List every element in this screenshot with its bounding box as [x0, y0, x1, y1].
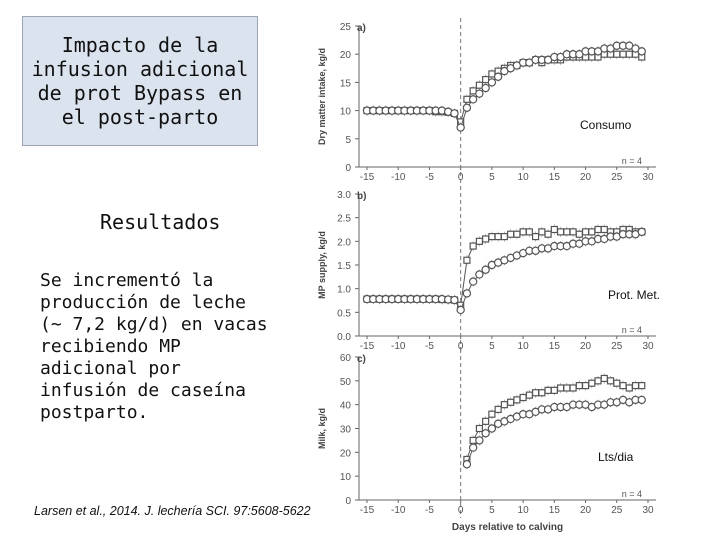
x-tick-label: 20 [579, 341, 592, 352]
x-tick-label: 15 [548, 172, 560, 183]
data-point-square [464, 257, 470, 263]
x-tick-label: 30 [642, 505, 654, 516]
section-heading: Resultados [100, 210, 221, 234]
x-tick-label: 10 [517, 172, 529, 183]
x-tick-label: -5 [424, 172, 434, 183]
y-tick-label: 2.5 [337, 213, 351, 225]
data-point-square [614, 51, 620, 57]
x-tick-label: -5 [424, 505, 434, 516]
data-point-circle [463, 290, 470, 297]
x-tick-label: 0 [457, 341, 464, 352]
y-tick-label: 0 [345, 163, 351, 174]
x-tick-label: 20 [579, 172, 592, 183]
data-point-circle [482, 84, 489, 91]
data-point-square [508, 399, 514, 405]
data-point-square [539, 229, 545, 235]
panel-letter: b) [357, 191, 367, 202]
x-tick-label: 25 [611, 172, 623, 183]
y-tick-label: 25 [339, 22, 351, 33]
data-point-square [576, 383, 582, 389]
sample-size-note: n = 4 [621, 489, 642, 499]
x-tick-label: 15 [548, 505, 560, 516]
data-point-circle [463, 104, 470, 111]
chart-panel-1 [355, 18, 656, 185]
y-tick-label: 10 [339, 472, 351, 484]
data-point-square [620, 383, 626, 389]
x-tick-label: 15 [548, 341, 560, 352]
data-point-square [489, 71, 495, 77]
x-tick-label: 10 [517, 341, 529, 352]
data-point-square [514, 397, 520, 403]
y-tick-label: 1.5 [337, 261, 351, 272]
slide-title: Impacto de la infusion adicional de prot Bypass en el post-parto [31, 33, 249, 129]
y-axis-label: Dry matter intake, kg/d [317, 47, 327, 146]
x-tick-label: -10 [390, 341, 406, 352]
x-tick-label: 5 [489, 172, 495, 183]
x-tick-label: 0 [457, 172, 464, 183]
data-point-square [514, 231, 520, 237]
data-point-square [501, 234, 507, 240]
data-point-square [495, 234, 501, 240]
data-point-square [564, 385, 570, 391]
data-point-circle [638, 228, 645, 235]
chart-panel-3 [355, 349, 656, 518]
y-tick-label: 2.0 [337, 237, 351, 249]
x-tick-label: 5 [489, 341, 495, 352]
data-point-square [526, 229, 532, 235]
data-point-square [595, 378, 601, 384]
finding-text: Se incrementó la producción de leche (~ 7,2 kg/d) en vacas recibiendo MP adicional por infusión de caseína postparto. [40, 270, 268, 423]
data-point-circle [476, 437, 483, 444]
x-tick-label: 25 [611, 341, 623, 352]
data-point-square [626, 385, 632, 391]
y-tick-label: 1.0 [337, 284, 351, 296]
citation: Larsen et al., 2014. J. lechería SCI. 97:5608-5622 [34, 504, 311, 518]
data-point-square [526, 392, 532, 398]
x-axis-label: Days relative to calving [451, 522, 564, 533]
data-point-circle [638, 48, 645, 55]
data-point-square [483, 77, 489, 83]
data-point-circle [476, 90, 483, 97]
sample-size-note: n = 4 [621, 156, 642, 166]
y-tick-label: 50 [339, 376, 351, 388]
data-point-square [589, 380, 595, 386]
x-tick-label: -15 [359, 341, 375, 352]
x-tick-label: 25 [611, 505, 623, 516]
data-point-square [470, 88, 476, 94]
x-tick-label: -10 [390, 505, 406, 516]
data-point-square [633, 383, 639, 389]
y-axis-label: Milk, kg/d [317, 407, 327, 450]
chart-label-lts-dia: Lts/dia [598, 450, 634, 464]
data-point-circle [470, 444, 477, 451]
y-tick-label: 20 [339, 448, 351, 460]
data-point-square [489, 411, 495, 417]
data-point-circle [476, 271, 483, 278]
y-tick-label: 0 [345, 496, 351, 507]
y-tick-label: 60 [339, 353, 351, 364]
data-point-square [489, 234, 495, 240]
data-point-circle [457, 306, 464, 313]
panel-letter: a) [357, 23, 366, 34]
data-point-square [558, 229, 564, 235]
data-point-square [520, 395, 526, 401]
data-point-square [583, 229, 589, 235]
data-point-square [601, 375, 607, 381]
data-point-square [508, 231, 514, 237]
data-point-circle [457, 124, 464, 131]
data-point-square [614, 380, 620, 386]
x-tick-label: -10 [390, 172, 406, 183]
x-tick-label: -15 [359, 172, 375, 183]
x-tick-label: -5 [424, 341, 434, 352]
data-point-square [483, 418, 489, 424]
y-tick-label: 20 [339, 50, 351, 62]
data-point-square [551, 387, 557, 393]
data-point-square [476, 82, 482, 88]
data-point-circle [482, 266, 489, 273]
data-point-square [639, 383, 645, 389]
x-tick-label: -15 [359, 505, 375, 516]
data-point-square [539, 390, 545, 396]
data-point-circle [470, 278, 477, 285]
data-point-square [626, 51, 632, 57]
data-point-square [570, 385, 576, 391]
data-point-circle [495, 73, 502, 80]
chart-panel-2 [355, 186, 656, 354]
y-tick-label: 30 [339, 424, 351, 436]
data-point-square [533, 390, 539, 396]
data-point-circle [470, 96, 477, 103]
x-tick-label: 0 [457, 505, 464, 516]
data-point-square [470, 243, 476, 249]
data-point-circle [451, 110, 458, 117]
data-point-circle [482, 430, 489, 437]
data-point-square [589, 229, 595, 235]
y-tick-label: 5 [345, 134, 351, 146]
data-point-square [545, 231, 551, 237]
data-point-square [551, 227, 557, 233]
data-point-circle [488, 425, 495, 432]
x-tick-label: 20 [579, 505, 592, 516]
data-point-circle [451, 296, 458, 303]
data-point-square [570, 229, 576, 235]
data-point-square [483, 236, 489, 242]
data-point-circle [638, 396, 645, 403]
y-tick-label: 3.0 [337, 190, 351, 201]
data-point-square [533, 234, 539, 240]
panel-letter: c) [357, 354, 366, 365]
data-point-square [583, 383, 589, 389]
x-tick-label: 10 [517, 505, 529, 516]
data-point-square [608, 378, 614, 384]
data-point-circle [488, 79, 495, 86]
data-point-square [545, 387, 551, 393]
y-tick-label: 10 [339, 106, 351, 118]
chart-label-consumo: Consumo [580, 118, 632, 132]
sample-size-note: n = 4 [621, 325, 642, 335]
data-point-square [476, 426, 482, 432]
chart-label-prot-met: Prot. Met. [608, 288, 661, 302]
x-tick-label: 30 [642, 172, 654, 183]
data-point-square [564, 229, 570, 235]
data-point-square [595, 227, 601, 233]
data-point-square [601, 227, 607, 233]
data-point-circle [463, 461, 470, 468]
data-point-square [495, 406, 501, 412]
data-point-square [520, 229, 526, 235]
data-point-square [558, 385, 564, 391]
y-axis-label: MP supply, kg/d [317, 231, 327, 299]
x-tick-label: 5 [489, 505, 495, 516]
y-tick-label: 15 [339, 78, 351, 90]
data-point-square [501, 402, 507, 408]
y-tick-label: 40 [339, 400, 351, 412]
data-point-square [576, 231, 582, 237]
data-point-square [620, 51, 626, 57]
y-tick-label: 0.5 [337, 308, 351, 320]
data-point-square [476, 238, 482, 244]
x-tick-label: 30 [642, 341, 654, 352]
y-tick-label: 0.0 [337, 332, 351, 343]
